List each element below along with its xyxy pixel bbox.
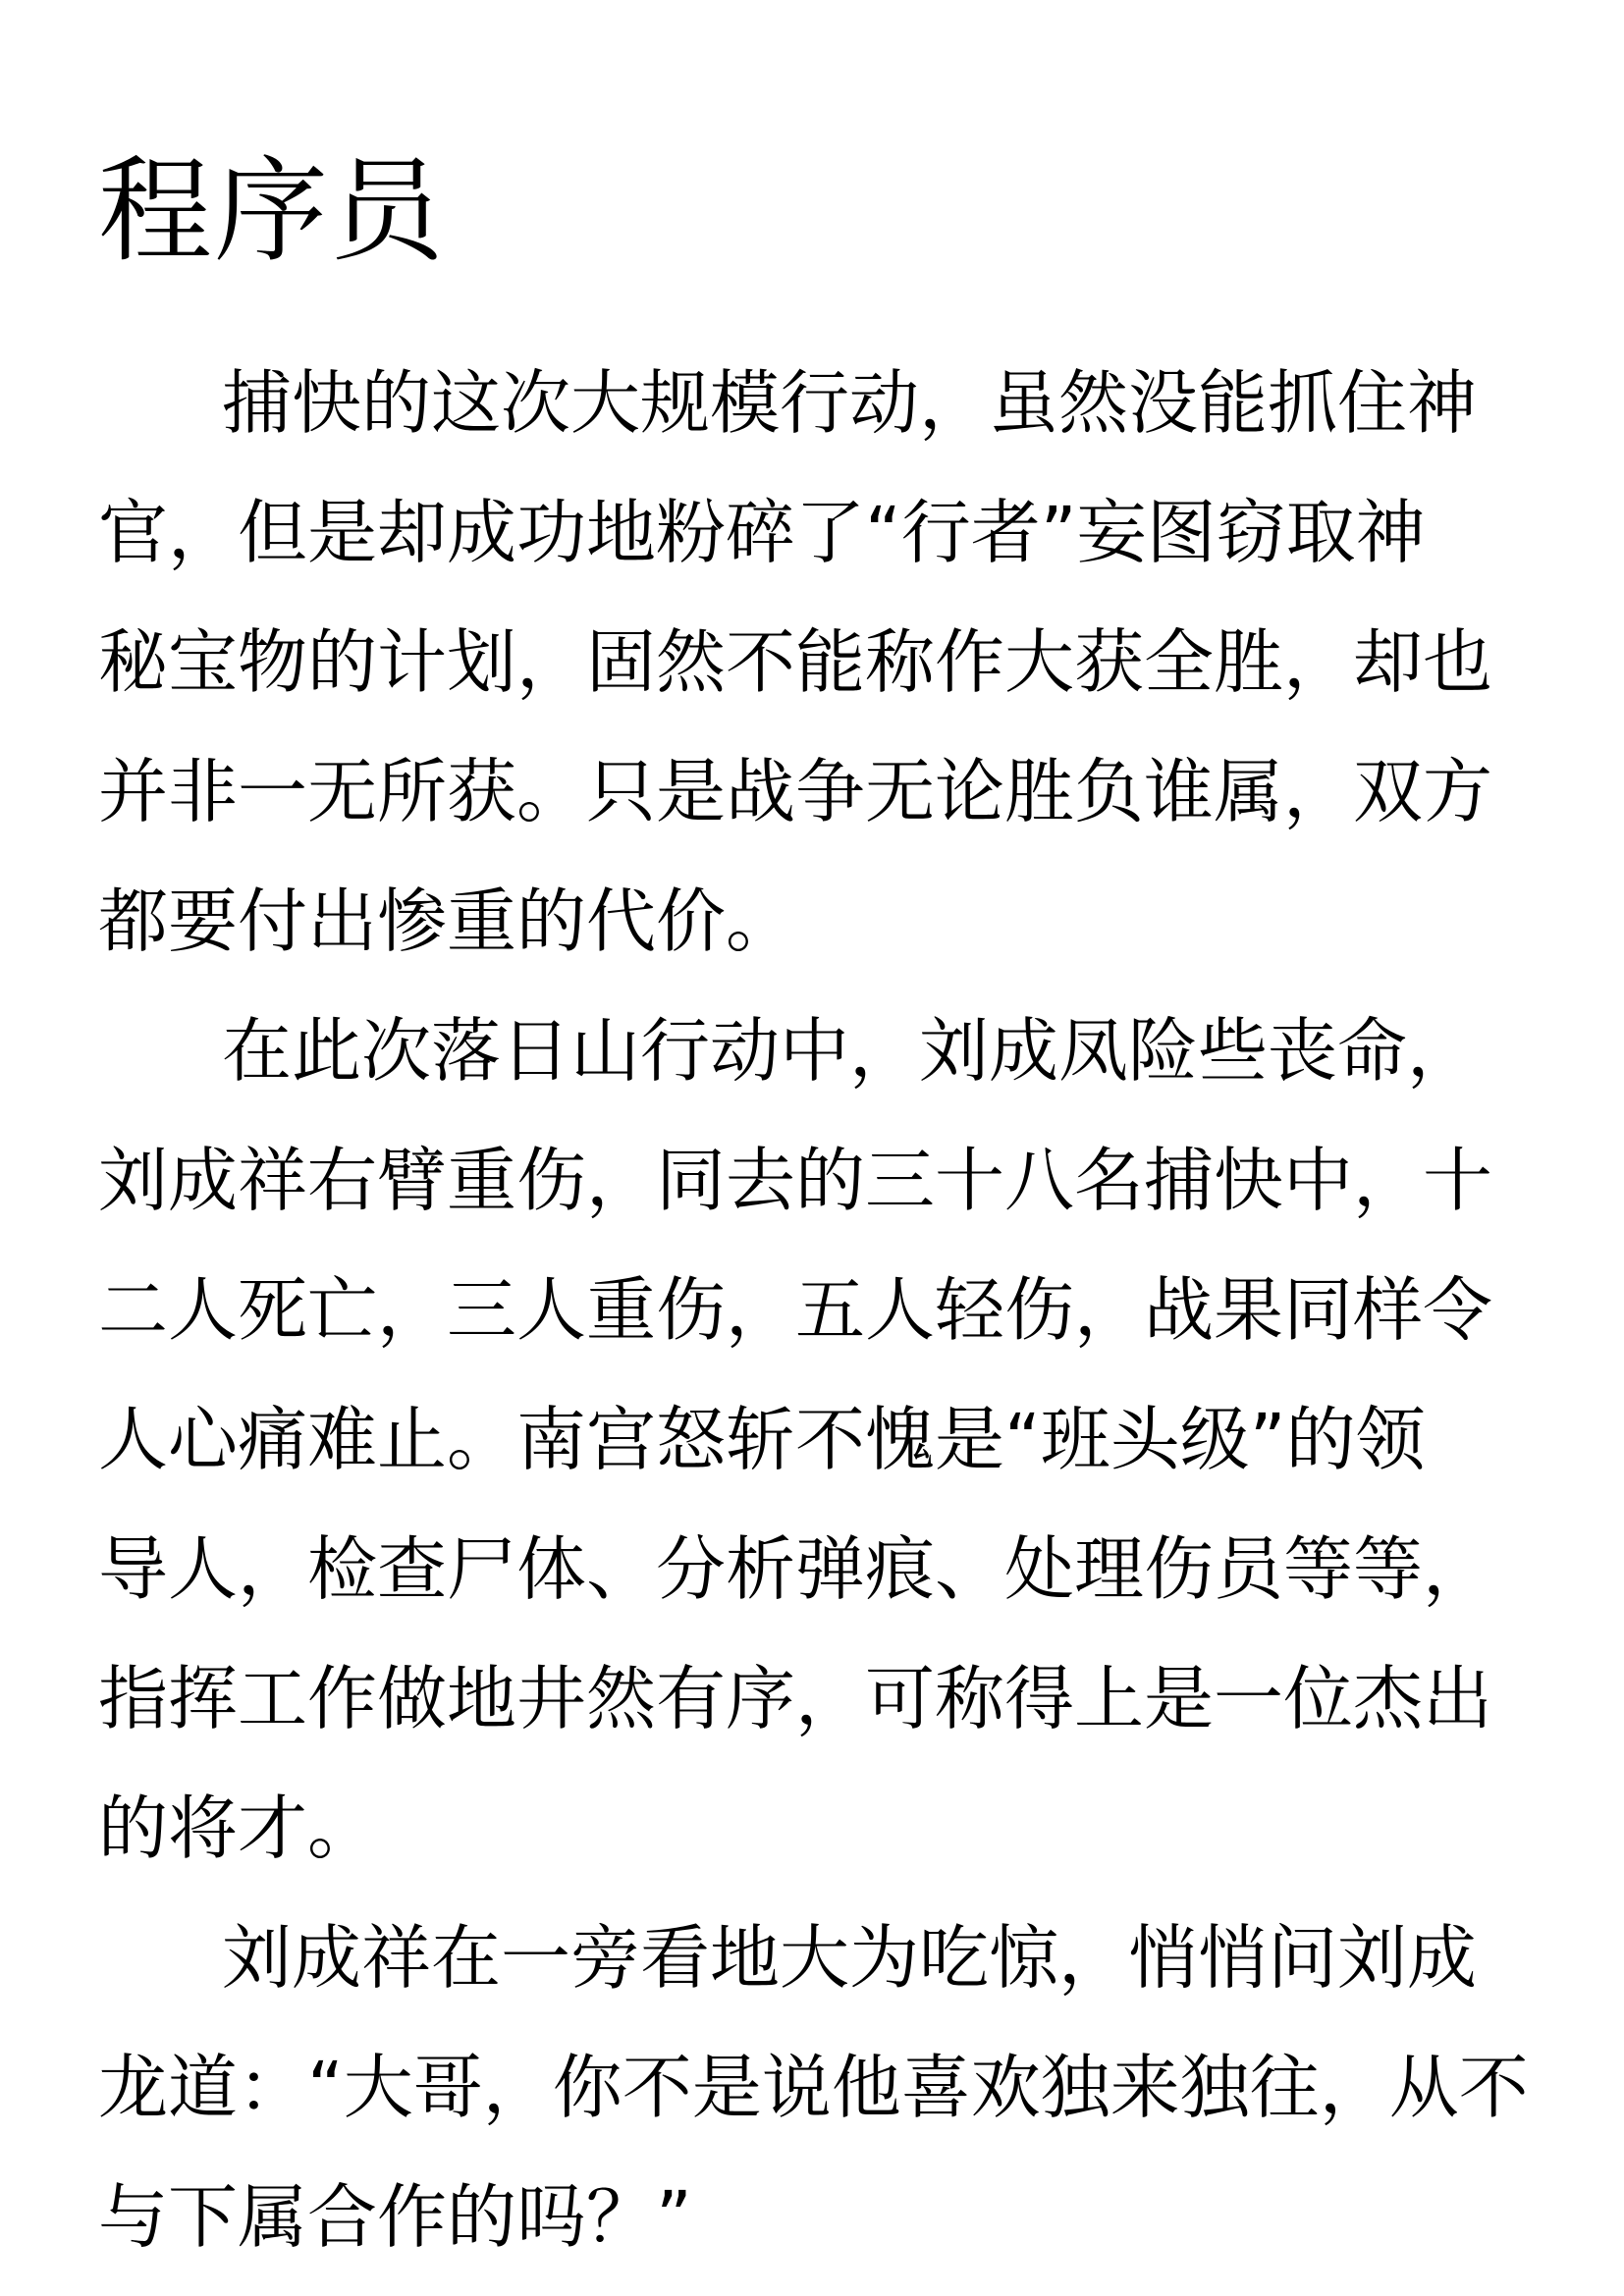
paragraph-line: 的将才。 — [98, 1788, 378, 1869]
paragraph-line: 龙道：“大哥，你不是说他喜欢独来独往，从不 — [98, 2047, 1529, 2128]
paragraph-line: 与下属合作的吗？” — [98, 2176, 692, 2258]
paragraph-line: 都要付出惨重的代价。 — [98, 881, 796, 962]
paragraph-line: 人心痛难止。南宫怒斩不愧是“班头级”的领 — [98, 1399, 1426, 1480]
body-text — [98, 339, 1542, 2282]
paragraph-line: 在此次落日山行动中，刘成凤险些丧命， — [222, 1010, 1478, 1092]
paragraph-line: 指挥工作做地井然有序，可称得上是一位杰出 — [98, 1658, 1493, 1739]
paragraph-line: 二人死亡，三人重伤，五人轻伤，战果同样令 — [98, 1269, 1493, 1351]
paragraph-line: 并非一无所获。只是战争无论胜负谁属，双方 — [98, 751, 1493, 832]
paragraph-line: 官，但是却成功地粉碎了“行者”妄图窃取神 — [98, 492, 1426, 573]
paragraph-line: 刘成祥在一旁看地大为吃惊，悄悄问刘成 — [222, 1917, 1478, 1999]
paragraph-line: 导人，检查尸体、分析弹痕、处理伤员等等， — [98, 1528, 1493, 1610]
paragraph-line: 捕快的这次大规模行动，虽然没能抓住神 — [222, 362, 1478, 444]
page-title: 程序员 — [98, 145, 446, 278]
paragraph-line: 秘宝物的计划，固然不能称作大获全胜，却也 — [98, 621, 1493, 703]
paragraph-line: 刘成祥右臂重伤，同去的三十八名捕快中，十 — [98, 1140, 1493, 1221]
